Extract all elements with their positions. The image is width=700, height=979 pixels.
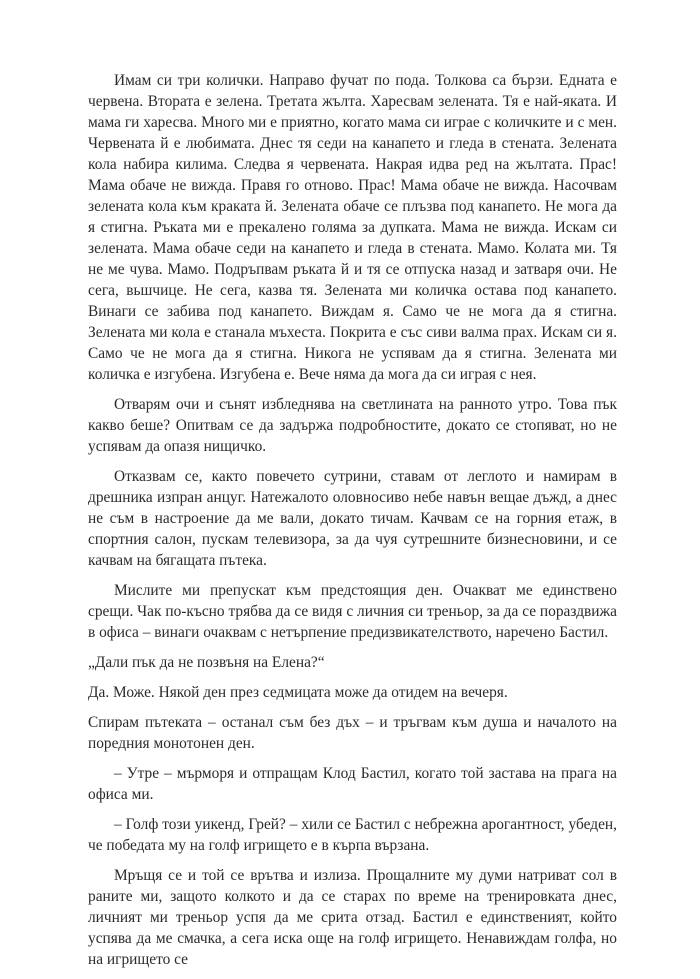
paragraph-3: Отказвам се, както повечето сутрини, ставам от леглото и намирам в дрешника изпран анцуг. Натежалото оловносиво небе навън вещае дъжд, а днес не съм в настроение да ме вали, докато тичам. Качвам се на горния етаж, в спортния салон, пускам телевизора, за да чуя сутрешните бизнесновини, и се качвам на бягащата пътека.	[88, 468, 617, 569]
paragraph-4: Мислите ми препускат към предстоящия ден. Очакват ме единствено срещи. Чак по-късно трябва да се видя с личния си треньор, за да се пораздвижа в офиса – винаги очаквам с нетърпение предизвикателството, наречено Бастил.	[88, 582, 617, 641]
paragraph-9-dialogue: – Голф този уикенд, Грей? – хили се Бастил с небрежна арогантност, убеден, че победата му на голф игрището е в кърпа вързана.	[88, 816, 617, 854]
paragraph-7: Спирам пътеката – останал съм без дъх – и тръгвам към душа и началото на поредния монотонен ден.	[88, 714, 617, 752]
paragraph-1: Имам си три колички. Направо фучат по пода. Толкова са бързи. Едната е червена. Втората е зелена. Третата жълта. Харесвам зелената. Тя е най-яката. И мама ги харесва. Много ми е приятно, когато мама си играе с количките и с мен. Червената й е любимата. Днес тя седи на канапето и гледа в стената. Зелената кола набира килима. Следва я червената. Накрая идва ред на жълтата. Прас! Мама обаче не вижда. Правя го отново. Прас! Мама обаче не вижда. Насочвам зелената кола към краката й. Зелената обаче се плъзва под канапето. Не мога да я стигна. Ръката ми е прекалено голяма за дупката. Мама не вижда. Искам си зелената. Мама обаче седи на канапето и гледа в стената. Мамо. Колата ми. Тя не ме чува. Мамо. Подръпвам ръката й и тя се отпуска назад и затваря очи. Не сега, вьшчице. Не сега, казва тя. Зелената ми количка остава под канапето. Винаги се забива под канапето. Виждам я. Само че не мога да я стигна. Зелената ми кола е станала мъхеста. Покрита е със сиви валма прах. Искам си я. Само че не мога да я стигна. Никога не успявам да я стигна. Зелената ми количка е изгубена. Изгубена е. Вече няма да мога да си играя с нея.	[88, 72, 617, 383]
paragraph-8-dialogue: – Утре – мърморя и отпращам Клод Бастил, когато той застава на прага на офиса ми.	[88, 765, 617, 803]
paragraph-6: Да. Може. Някой ден през седмицата може да отидем на вечеря.	[88, 684, 508, 701]
document-page	[88, 70, 617, 979]
paragraph-2: Отварям очи и сънят избледнява на светлината на ранното утро. Това пък какво беше? Опитвам се да задържа подробностите, докато се стопяват, но не успявам да опазя нищичко.	[88, 396, 617, 455]
paragraph-5-quote: „Дали пък да не позвъня на Елена?“	[88, 654, 325, 671]
paragraph-10: Мръщя се и той се врътва и излиза. Прощалните му думи натриват сол в раните ми, защото колкото и да се старах по време на тренировката днес, личният ми треньор успя да ме срита отзад. Бастил е единственият, който успява да ме смачка, а сега иска още на голф игрището. Ненавиждам голфа, но на игрището се	[88, 867, 617, 968]
